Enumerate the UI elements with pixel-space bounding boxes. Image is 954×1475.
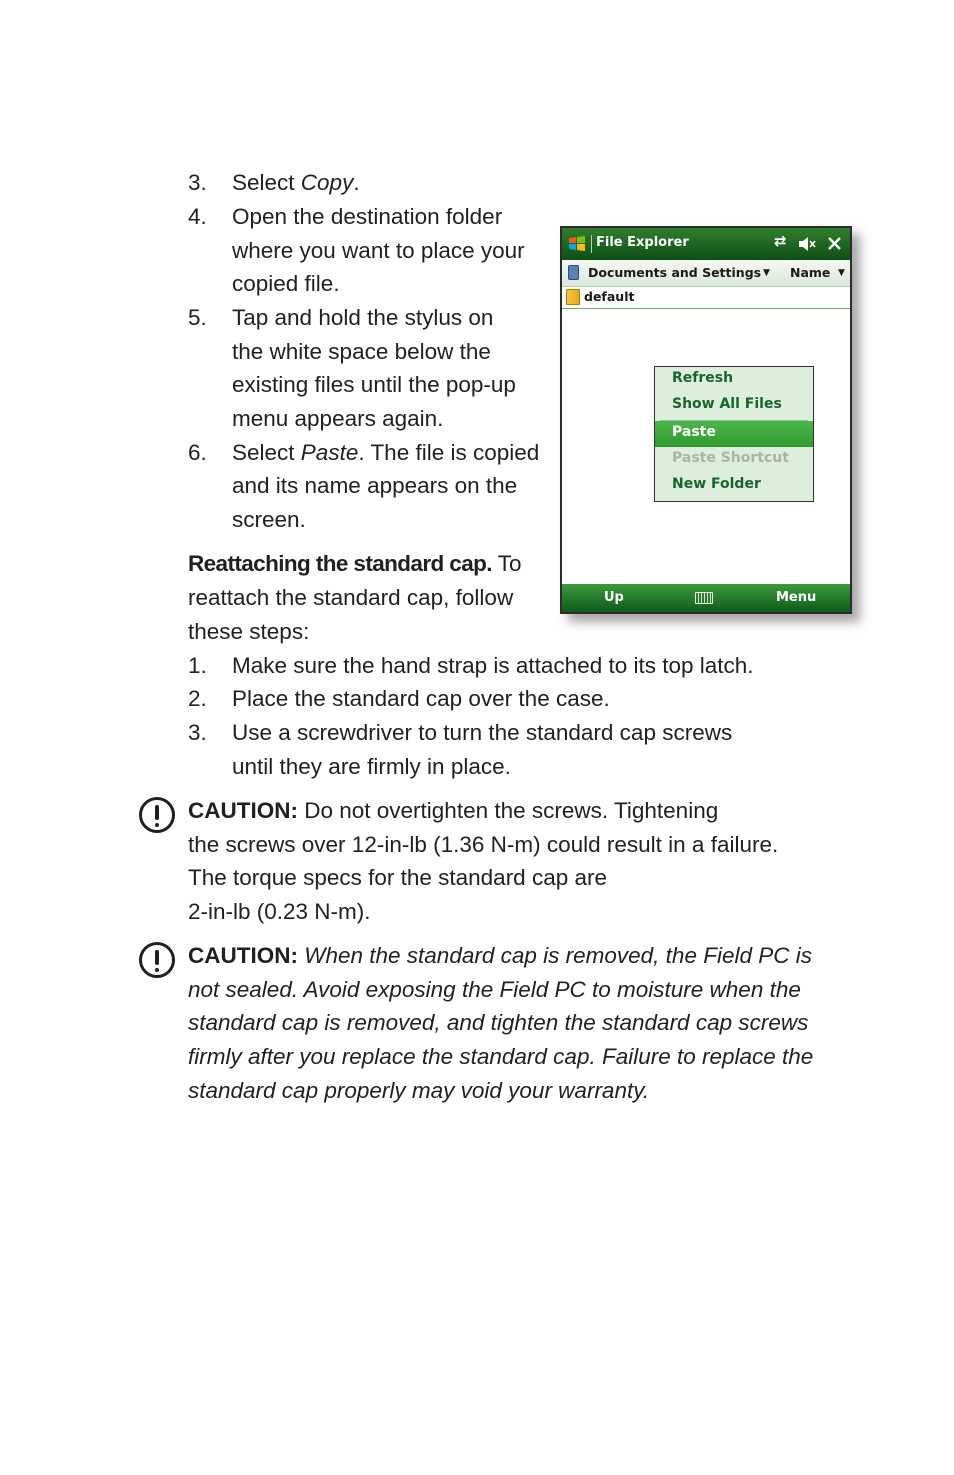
step-number: 5.: [188, 305, 207, 330]
step-text: Select Paste. The file is copied: [232, 440, 540, 465]
step-line: existing files until the pop-up: [232, 372, 516, 397]
step-number: 2.: [188, 686, 207, 711]
reattach-heading: Reattaching the standard cap.: [188, 551, 492, 576]
step-line: copied file.: [232, 271, 340, 296]
volume-muted-icon[interactable]: [798, 236, 816, 252]
location-bar: [562, 260, 850, 287]
caution-icon: [139, 942, 175, 978]
caution-line: standard cap is removed, and tighten the standard cap screws: [188, 1010, 809, 1035]
step-number: 4.: [188, 204, 207, 229]
step-line: the white space below the: [232, 339, 491, 364]
device-icon: [568, 265, 579, 280]
step-line: Open the destination folder: [232, 204, 503, 229]
softkey-up[interactable]: Up: [604, 590, 624, 605]
step-number: 3.: [188, 170, 207, 195]
path-dropdown[interactable]: Documents and Settings: [588, 265, 762, 280]
step-number: 3.: [188, 720, 207, 745]
softkey-menu[interactable]: Menu: [776, 590, 817, 605]
step-line: Use a screwdriver to turn the standard cap screws: [232, 720, 733, 745]
caution-line: the screws over 12-in-lb (1.36 N-m) could result in a failure.: [188, 832, 779, 857]
title-separator: [591, 235, 592, 253]
caution-line: 2-in-lb (0.23 N-m).: [188, 899, 371, 924]
menu-item-show-all-files[interactable]: Show All Files: [672, 396, 782, 412]
context-menu: [654, 366, 814, 502]
caution-label: CAUTION:: [188, 943, 298, 968]
window-title: File Explorer: [596, 235, 689, 250]
caution-line: standard cap properly may void your warranty.: [188, 1078, 650, 1103]
menu-item-refresh[interactable]: Refresh: [672, 370, 734, 386]
reattach-line: reattach the standard cap, follow: [188, 585, 514, 610]
step-line: screen.: [232, 507, 306, 532]
menu-item-paste[interactable]: Paste: [655, 421, 813, 447]
step-text: Make sure the hand strap is attached to its top latch.: [232, 653, 754, 678]
caution-first-line: CAUTION: When the standard cap is removed, the Field PC is: [188, 943, 812, 968]
caution-first-line: CAUTION: Do not overtighten the screws. Tightening: [188, 798, 719, 823]
chevron-down-icon[interactable]: ▼: [838, 268, 845, 278]
step-line: menu appears again.: [232, 406, 444, 431]
folder-name: default: [584, 289, 635, 304]
folder-icon: [566, 289, 580, 305]
softkey-bar: [562, 584, 850, 612]
step-number: 6.: [188, 440, 207, 465]
file-list-item[interactable]: [562, 287, 850, 309]
step-line: where you want to place your: [232, 238, 525, 263]
reattach-line: these steps:: [188, 619, 310, 644]
menu-item-paste-shortcut: Paste Shortcut: [672, 450, 789, 466]
caution-label: CAUTION:: [188, 798, 298, 823]
menu-item-new-folder[interactable]: New Folder: [672, 476, 761, 492]
keyboard-icon[interactable]: [695, 592, 713, 604]
caution-line: firmly after you replace the standard cap. Failure to replace the: [188, 1044, 814, 1069]
title-bar: [562, 228, 850, 260]
caution-icon: [139, 797, 175, 833]
reattach-intro: Reattaching the standard cap. To: [188, 551, 522, 576]
chevron-down-icon[interactable]: ▼: [763, 268, 770, 278]
connectivity-icon[interactable]: ⇄: [774, 232, 787, 250]
step-text: Select Copy.: [232, 170, 360, 195]
step-line: Tap and hold the stylus on: [232, 305, 494, 330]
file-explorer-screenshot: [560, 226, 852, 614]
step-text: Place the standard cap over the case.: [232, 686, 610, 711]
step-line: until they are firmly in place.: [232, 754, 511, 779]
sort-dropdown[interactable]: Name: [790, 265, 831, 280]
step-line: and its name appears on the: [232, 473, 518, 498]
step-number: 1.: [188, 653, 207, 678]
windows-logo-icon[interactable]: [568, 235, 586, 253]
caution-line: not sealed. Avoid exposing the Field PC to moisture when the: [188, 977, 801, 1002]
caution-line: The torque specs for the standard cap are: [188, 865, 607, 890]
close-icon[interactable]: [828, 237, 841, 250]
